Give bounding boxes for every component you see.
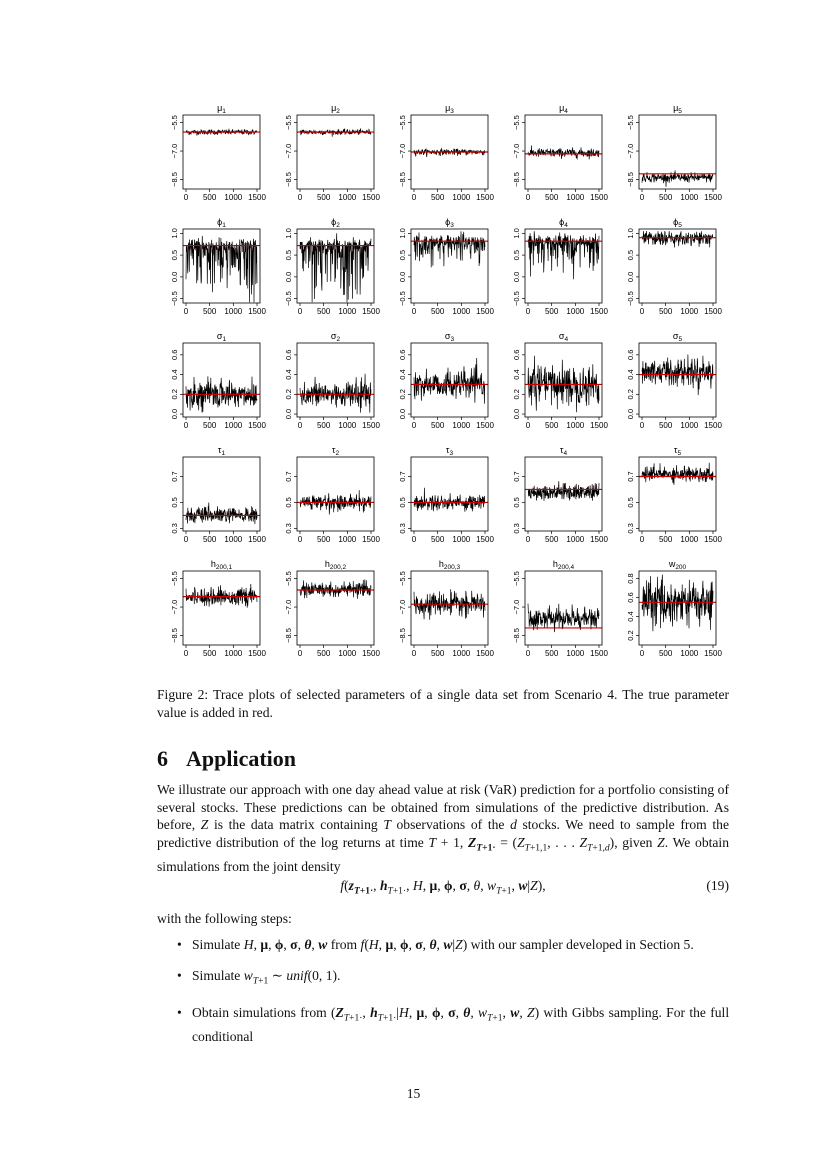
trace-panel-2-5: [626, 217, 722, 316]
x-tick-label: 500: [202, 649, 217, 658]
panel-title: $\phi_1$: [217, 217, 226, 229]
trace-line: [642, 231, 713, 247]
x-tick-label: 500: [544, 193, 559, 202]
y-tick-label: 0.0: [626, 408, 635, 420]
trace-panel-1-1: [170, 103, 266, 202]
x-tick-label: 1500: [704, 193, 722, 202]
y-tick-label: −8.5: [170, 628, 179, 643]
panel-title: $h_{200,2}$: [324, 559, 347, 571]
trace-line: [642, 463, 713, 485]
section-number: 6: [157, 746, 168, 771]
y-tick-label: −8.5: [398, 628, 407, 643]
x-tick-label: 1000: [566, 421, 585, 430]
y-tick-label: 0.0: [398, 408, 407, 420]
x-tick-label: 1000: [338, 421, 357, 430]
x-tick-label: 1500: [248, 307, 266, 316]
y-tick-label: 0.3: [626, 523, 635, 534]
y-tick-label: 0.3: [398, 523, 407, 534]
y-tick-label: 0.5: [398, 497, 407, 508]
x-tick-label: 0: [639, 535, 645, 544]
body-paragraph: We illustrate our approach with one day ahead value at risk (VaR) prediction for a portfolio consisting of several stocks. These predictions can be obtained from simulations of the predictive distribution. As before, Z is the data matrix containing T observations of the d stocks. We need to sample from the predictive distribution of the log returns at time T + 1, $Z_{T+1\cdot} = (Z_{T+1,1}$, . . . $Z_{T+1,d}$), given Z. We obtain simulations from the joint density: [157, 782, 730, 874]
list-item: • Simulate H, μ, ϕ, σ, θ, w from f(H, μ, ϕ, σ, θ, w|Z) with our sampler developed in Section 5.: [177, 937, 694, 952]
x-tick-label: 1000: [338, 649, 357, 658]
y-tick-label: −7.0: [284, 599, 293, 615]
plot-frame: [525, 571, 602, 645]
x-tick-label: 1000: [224, 649, 243, 658]
panel-title: $\tau_2$: [331, 445, 340, 457]
x-tick-label: 500: [544, 307, 559, 316]
trace-line: [300, 579, 371, 598]
trace-line: [414, 149, 485, 158]
x-tick-label: 500: [316, 421, 331, 430]
x-tick-label: 1500: [704, 535, 722, 544]
panel-title: $\sigma_2$: [330, 331, 341, 343]
x-tick-label: 1500: [362, 535, 380, 544]
panel-title: $\tau_3$: [445, 445, 454, 457]
panel-title: $\mu_5$: [673, 103, 682, 115]
steps-list: [157, 936, 729, 1045]
y-tick-label: 0.6: [398, 349, 407, 361]
x-tick-label: 1000: [680, 421, 699, 430]
x-tick-label: 1000: [566, 649, 585, 658]
x-tick-label: 1000: [224, 535, 243, 544]
x-tick-label: 1500: [362, 193, 380, 202]
x-tick-label: 500: [430, 649, 445, 658]
y-tick-label: 0.0: [284, 408, 293, 420]
x-tick-label: 1500: [704, 307, 722, 316]
x-tick-label: 1500: [704, 421, 722, 430]
x-tick-label: 0: [411, 535, 417, 544]
x-tick-label: 1000: [566, 535, 585, 544]
x-tick-label: 1000: [452, 421, 471, 430]
y-tick-label: −8.5: [398, 172, 407, 187]
x-tick-label: 0: [297, 535, 303, 544]
x-tick-label: 0: [411, 649, 417, 658]
trace-line: [414, 231, 485, 267]
trace-line: [528, 146, 599, 160]
trace-panel-4-2: [284, 445, 380, 544]
y-tick-label: −5.5: [626, 115, 635, 130]
x-tick-label: 1000: [680, 535, 699, 544]
x-tick-label: 1000: [680, 307, 699, 316]
x-tick-label: 500: [658, 307, 673, 316]
x-tick-label: 1000: [680, 649, 699, 658]
y-tick-label: 0.7: [170, 471, 179, 482]
panel-title: $\sigma_3$: [444, 331, 455, 343]
trace-panel-4-5: [626, 445, 722, 544]
x-tick-label: 1500: [590, 193, 608, 202]
x-tick-label: 1000: [680, 193, 699, 202]
y-tick-label: −5.5: [284, 571, 293, 586]
y-tick-label: 0.5: [398, 249, 407, 261]
panel-title: $\sigma_4$: [558, 331, 569, 343]
x-tick-label: 0: [183, 649, 189, 658]
y-tick-label: 0.5: [512, 497, 521, 508]
x-tick-label: 500: [430, 193, 445, 202]
x-tick-label: 500: [544, 649, 559, 658]
x-tick-label: 1500: [248, 535, 266, 544]
x-tick-label: 500: [430, 421, 445, 430]
panel-title: $\mu_1$: [217, 103, 226, 115]
y-tick-label: −8.5: [512, 172, 521, 187]
y-tick-label: −8.5: [626, 172, 635, 187]
trace-line: [528, 481, 599, 501]
y-tick-label: 0.0: [284, 271, 293, 283]
trace-panel-4-4: [512, 445, 608, 544]
x-tick-label: 0: [297, 421, 303, 430]
x-tick-label: 1500: [476, 193, 494, 202]
y-tick-label: 1.0: [170, 228, 179, 239]
y-tick-label: 0.4: [170, 369, 179, 380]
y-tick-label: −5.5: [284, 115, 293, 130]
x-tick-label: 1000: [338, 193, 357, 202]
x-tick-label: 0: [411, 307, 417, 316]
x-tick-label: 500: [202, 307, 217, 316]
x-tick-label: 500: [316, 307, 331, 316]
y-tick-label: −0.5: [170, 291, 179, 307]
y-tick-label: 0.5: [284, 249, 293, 261]
x-tick-label: 1000: [224, 421, 243, 430]
x-tick-label: 500: [430, 307, 445, 316]
x-tick-label: 500: [316, 535, 331, 544]
x-tick-label: 0: [297, 193, 303, 202]
y-tick-label: 0.3: [170, 523, 179, 534]
x-tick-label: 1000: [452, 307, 471, 316]
panel-title: $\mu_3$: [445, 103, 454, 115]
plot-frame: [639, 229, 716, 303]
y-tick-label: 0.7: [512, 471, 521, 482]
panel-title: $\phi_2$: [331, 217, 340, 229]
x-tick-label: 1000: [452, 649, 471, 658]
x-tick-label: 1500: [362, 307, 380, 316]
figure-caption: Figure 2: Trace plots of selected parameters of a single data set from Scenario 4. The true parameter value is added in red.: [157, 687, 729, 720]
y-tick-label: 0.6: [170, 349, 179, 361]
y-tick-label: −5.5: [512, 571, 521, 586]
x-tick-label: 1500: [590, 421, 608, 430]
trace-panel-1-3: [398, 103, 494, 202]
y-tick-label: 1.0: [284, 228, 293, 239]
y-tick-label: 0.2: [626, 389, 635, 400]
x-tick-label: 0: [639, 649, 645, 658]
x-tick-label: 0: [411, 421, 417, 430]
y-tick-label: 0.2: [170, 389, 179, 400]
x-tick-label: 1500: [248, 193, 266, 202]
trace-panel-3-5: [626, 331, 722, 430]
plot-frame: [183, 115, 260, 189]
y-tick-label: −5.5: [170, 115, 179, 130]
x-tick-label: 500: [316, 649, 331, 658]
trace-panel-2-1: [170, 217, 266, 316]
y-tick-label: 0.6: [626, 592, 635, 603]
y-tick-label: −8.5: [284, 628, 293, 643]
x-tick-label: 500: [202, 421, 217, 430]
x-tick-label: 1500: [476, 307, 494, 316]
x-tick-label: 1500: [476, 649, 494, 658]
plot-frame: [297, 571, 374, 645]
trace-panel-5-5: [626, 559, 722, 658]
panel-title: $\phi_4$: [559, 217, 568, 229]
panel-title: $\sigma_5$: [672, 331, 683, 343]
list-item: • Simulate $w_{T+1}$ ∼ unif(0, 1).: [177, 967, 341, 987]
x-tick-label: 0: [525, 193, 531, 202]
trace-panel-4-1: [170, 445, 266, 544]
trace-panel-5-1: [170, 559, 266, 658]
y-tick-label: −7.0: [512, 143, 521, 159]
trace-panel-1-2: [284, 103, 380, 202]
y-tick-label: −0.5: [284, 291, 293, 307]
x-tick-label: 0: [183, 535, 189, 544]
x-tick-label: 500: [658, 649, 673, 658]
y-tick-label: −7.0: [398, 143, 407, 159]
y-tick-label: 0.2: [512, 389, 521, 400]
x-tick-label: 500: [202, 193, 217, 202]
y-tick-label: 0.0: [170, 408, 179, 420]
panel-title: $h_{200,3}$: [438, 559, 461, 571]
y-tick-label: −7.0: [170, 143, 179, 159]
y-tick-label: 0.2: [626, 630, 635, 641]
y-tick-label: 0.7: [398, 471, 407, 482]
y-tick-label: −8.5: [170, 172, 179, 187]
y-tick-label: −7.0: [170, 599, 179, 615]
x-tick-label: 1000: [338, 307, 357, 316]
trace-panel-5-2: [284, 559, 380, 658]
x-tick-label: 0: [639, 193, 645, 202]
y-tick-label: −0.5: [398, 291, 407, 307]
plot-frame: [297, 115, 374, 189]
plot-frame: [183, 571, 260, 645]
y-tick-label: 0.3: [284, 523, 293, 534]
y-tick-label: −5.5: [398, 115, 407, 130]
page-number: 15: [406, 1086, 421, 1101]
y-tick-label: 0.4: [398, 369, 407, 380]
trace-line: [414, 358, 485, 404]
y-tick-label: −5.5: [170, 571, 179, 586]
y-tick-label: −7.0: [626, 143, 635, 159]
trace-panel-5-3: [398, 559, 494, 658]
y-tick-label: 0.2: [284, 389, 293, 400]
x-tick-label: 1000: [338, 535, 357, 544]
x-tick-label: 1000: [452, 535, 471, 544]
trace-panel-3-3: [398, 331, 494, 430]
y-tick-label: 0.5: [284, 497, 293, 508]
y-tick-label: 0.4: [284, 369, 293, 380]
y-tick-label: 0.5: [626, 249, 635, 261]
section-title: Application: [186, 746, 297, 771]
panel-title: $\sigma_1$: [216, 331, 227, 343]
x-tick-label: 1500: [476, 421, 494, 430]
x-tick-label: 0: [183, 193, 189, 202]
y-tick-label: −8.5: [284, 172, 293, 187]
x-tick-label: 1000: [452, 193, 471, 202]
x-tick-label: 1500: [362, 649, 380, 658]
y-tick-label: −0.5: [512, 291, 521, 307]
x-tick-label: 1500: [590, 649, 608, 658]
x-tick-label: 500: [544, 535, 559, 544]
y-tick-label: −0.5: [626, 291, 635, 307]
plot-frame: [297, 343, 374, 417]
panel-title: $\tau_5$: [673, 445, 682, 457]
y-tick-label: 0.6: [284, 349, 293, 361]
y-tick-label: 1.0: [398, 228, 407, 239]
x-tick-label: 0: [525, 307, 531, 316]
x-tick-label: 1000: [566, 307, 585, 316]
trace-line: [300, 374, 371, 413]
y-tick-label: 0.0: [512, 408, 521, 420]
steps-intro: with the following steps:: [157, 911, 292, 926]
x-tick-label: 500: [544, 421, 559, 430]
y-tick-label: 0.0: [170, 271, 179, 283]
x-tick-label: 500: [202, 535, 217, 544]
x-tick-label: 0: [183, 421, 189, 430]
trace-panel-5-4: [512, 559, 608, 658]
x-tick-label: 1500: [248, 421, 266, 430]
trace-panel-3-2: [284, 331, 380, 430]
y-tick-label: −5.5: [398, 571, 407, 586]
list-item: • Obtain simulations from ($Z_{T+1\cdot}$, $h_{T+1\cdot}|H$, μ, ϕ, σ, θ, $w_{T+1}$, w, Z) with Gibbs sampling. For the full conditional: [177, 1004, 730, 1044]
trace-panel-3-1: [170, 331, 266, 430]
y-tick-label: 0.5: [512, 249, 521, 261]
trace-line: [186, 584, 257, 608]
y-tick-label: 0.6: [512, 349, 521, 361]
equation-19: $f(z_{T+1\cdot}$, $h_{T+1\cdot}$, H, μ, ϕ, σ, θ, $w_{T+1}$, w|Z), (19): [340, 878, 729, 897]
x-tick-label: 500: [658, 193, 673, 202]
y-tick-label: −7.0: [512, 599, 521, 615]
y-tick-label: 0.4: [626, 611, 635, 622]
trace-panel-1-4: [512, 103, 608, 202]
y-tick-label: −7.0: [284, 143, 293, 159]
x-tick-label: 0: [297, 649, 303, 658]
x-tick-label: 1500: [476, 535, 494, 544]
trace-line: [186, 503, 257, 525]
y-tick-label: 0.0: [512, 271, 521, 283]
trace-panel-2-4: [512, 217, 608, 316]
y-tick-label: 1.0: [626, 228, 635, 239]
x-tick-label: 500: [316, 193, 331, 202]
y-tick-label: 0.7: [626, 471, 635, 482]
y-tick-label: 0.0: [626, 271, 635, 283]
x-tick-label: 500: [658, 535, 673, 544]
trace-line: [642, 170, 713, 186]
panel-title: $h_{200,1}$: [210, 559, 233, 571]
panel-title: $w_{200}$: [668, 559, 687, 571]
y-tick-label: −8.5: [512, 628, 521, 643]
x-tick-label: 1500: [362, 421, 380, 430]
trace-line: [528, 231, 599, 279]
y-tick-label: 1.0: [512, 228, 521, 239]
y-tick-label: 0.3: [512, 523, 521, 534]
x-tick-label: 1500: [248, 649, 266, 658]
y-tick-label: −7.0: [398, 599, 407, 615]
trace-panel-1-5: [626, 103, 722, 202]
x-tick-label: 0: [411, 193, 417, 202]
trace-panel-2-2: [284, 217, 380, 316]
y-tick-label: 0.2: [398, 389, 407, 400]
panel-title: $\mu_4$: [559, 103, 568, 115]
x-tick-label: 0: [525, 535, 531, 544]
x-tick-label: 0: [297, 307, 303, 316]
x-tick-label: 0: [525, 649, 531, 658]
y-tick-label: 0.5: [626, 497, 635, 508]
x-tick-label: 1500: [590, 307, 608, 316]
section-heading: [157, 746, 296, 772]
panel-title: $\phi_5$: [673, 217, 682, 229]
trace-line: [414, 488, 485, 512]
panel-title: $\mu_2$: [331, 103, 340, 115]
equation-number: (19): [706, 878, 729, 893]
trace-panel-2-3: [398, 217, 494, 316]
y-tick-label: −5.5: [512, 115, 521, 130]
plot-frame: [297, 457, 374, 531]
y-tick-label: 0.4: [626, 369, 635, 380]
x-tick-label: 1000: [224, 193, 243, 202]
plot-frame: [411, 457, 488, 531]
panel-title: $\tau_4$: [559, 445, 568, 457]
y-tick-label: 0.0: [398, 271, 407, 283]
y-tick-label: 0.7: [284, 471, 293, 482]
x-tick-label: 500: [430, 535, 445, 544]
x-tick-label: 1500: [704, 649, 722, 658]
x-tick-label: 0: [639, 421, 645, 430]
panel-title: $h_{200,4}$: [552, 559, 575, 571]
panel-title: $\tau_1$: [217, 445, 226, 457]
y-tick-label: 0.5: [170, 249, 179, 261]
x-tick-label: 1000: [224, 307, 243, 316]
y-tick-label: 0.4: [512, 369, 521, 380]
y-tick-label: 0.5: [170, 497, 179, 508]
panel-title: $\phi_3$: [445, 217, 454, 229]
x-tick-label: 1000: [566, 193, 585, 202]
trace-panel-3-4: [512, 331, 608, 430]
x-tick-label: 500: [658, 421, 673, 430]
x-tick-label: 0: [183, 307, 189, 316]
y-tick-label: 0.8: [626, 573, 635, 584]
x-tick-label: 0: [639, 307, 645, 316]
y-tick-label: 0.6: [626, 349, 635, 361]
trace-line: [300, 233, 371, 302]
x-tick-label: 0: [525, 421, 531, 430]
x-tick-label: 1500: [590, 535, 608, 544]
trace-panel-4-3: [398, 445, 494, 544]
